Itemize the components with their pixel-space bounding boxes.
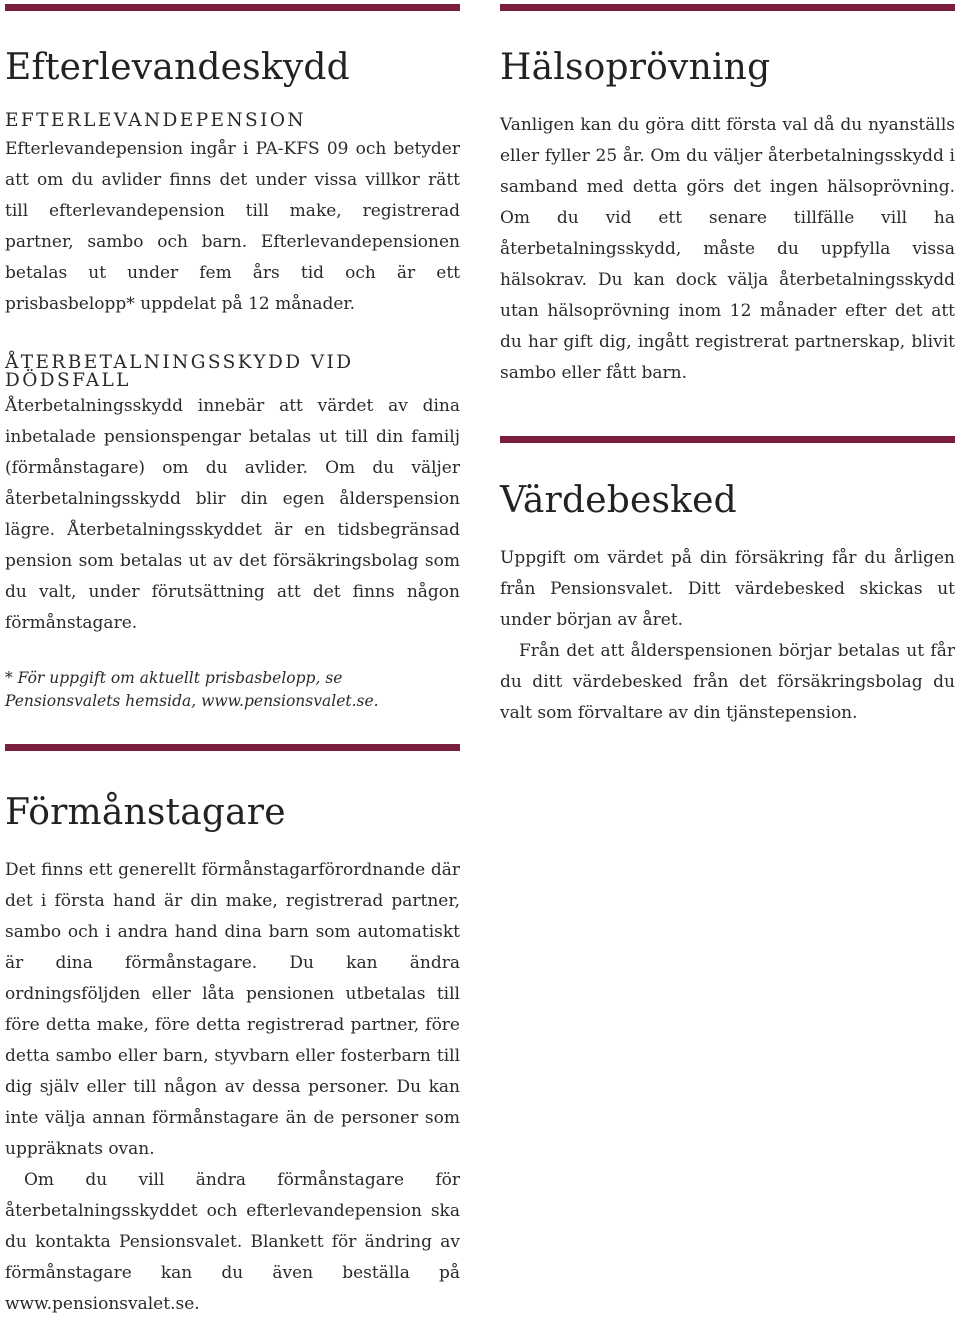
- section-formanstagare: [5, 744, 460, 1320]
- paragraph: Efterlevandepension ingår i PA-KFS 09 och betyder att om du avlider finns det under vissa villkor rätt till efterlevandepension till make, registrerad partner, sambo och barn. Efterlevandepensionen betalas ut under fem års tid och är ett prisbasbelopp* uppdelat på 12 månader.: [5, 138, 460, 314]
- section-heading: Hälsoprövning: [500, 47, 771, 88]
- paragraph: Från det att ålderspensionen börjar betalas ut får du ditt värdebesked från det försäkringsbolag du valt som förvaltare av din tjänstepension.: [500, 641, 955, 723]
- paragraph: Vanligen kan du göra ditt första val då du nyanställs eller fyller 25 år. Om du väljer återbetalningsskydd i samband med detta görs det ingen hälsoprövning. Om du vid ett senare tillfälle vill ha återbetalningsskydd, måste du uppfylla vissa hälsokrav. Du kan dock välja återbetalningsskydd utan hälsoprövning inom 12 månader efter det att du har gift dig, ingått registrerat partnerskap, blivit sambo eller fått barn.: [500, 115, 955, 383]
- paragraph: Återbetalningsskydd innebär att värdet av dina inbetalade pensionspengar betalas ut till din familj (förmånstagare) om du avlider. Om du väljer återbetalningsskydd blir din egen ålderspension lägre. Återbetalningsskyddet är en tidsbegränsad pension som betalas ut av det försäkringsbolag som du valt, under förutsättning att det finns någon förmånstagare.: [5, 395, 460, 633]
- subheading-efterlevandepension: EFTERLEVANDEPENSION: [5, 110, 306, 131]
- section-halsoprovning: [500, 4, 955, 389]
- paragraph: Det finns ett generellt förmånstagarförordnande där det i första hand är din make, registrerad partner, sambo och i andra hand dina barn som automatiskt är dina förmånstagare. Du kan ändra ordningsföljden eller låta pensionen utbetalas till före detta make, före detta registrerad partner, före detta sambo eller barn, styvbarn eller fosterbarn till dig själv eller till någon av dessa personer. Du kan inte välja annan förmånstagare än de personer som uppräknats ovan.: [5, 860, 460, 1159]
- paragraph: Uppgift om värdet på din försäkring får du årligen från Pensionsvalet. Ditt värdebesked skickas ut under början av året.: [500, 548, 955, 630]
- section-divider: [5, 4, 460, 11]
- section-divider: [500, 4, 955, 11]
- section-efterlevandeskydd: [5, 4, 460, 713]
- section-heading: Efterlevandeskydd: [5, 47, 350, 88]
- subheading-aterbetalningsskydd: ÅTERBETALNINGSSKYDD VID DÖDSFALL: [5, 351, 354, 391]
- paragraph: Om du vill ändra förmånstagare för återbetalningsskyddet och efterlevandepension ska du kontakta Pensionsvalet. Blankett för ändring av förmånstagare kan du även beställa på www.pensionsvalet.se.: [5, 1170, 460, 1314]
- section-heading: Värdebesked: [500, 480, 737, 521]
- section-vardebesked: [500, 436, 955, 729]
- section-divider: [500, 436, 955, 443]
- section-divider: [5, 744, 460, 751]
- footnote: * För uppgift om aktuellt prisbasbelopp, se Pensionsvalets hemsida, www.pensionsvalet.se.: [5, 668, 379, 710]
- section-heading: Förmånstagare: [5, 792, 286, 833]
